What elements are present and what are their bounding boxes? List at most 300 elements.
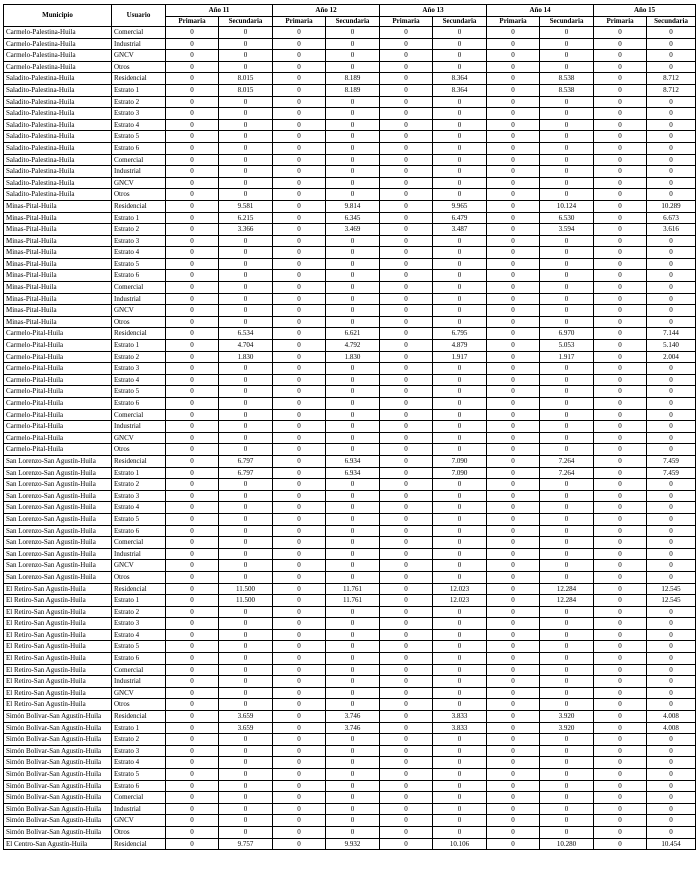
cell-municipio: Carmelo-Palestina-Huila bbox=[4, 27, 112, 39]
cell-primaria: 0 bbox=[487, 583, 540, 595]
col-header-primaria: Primaria bbox=[166, 17, 219, 27]
cell-primaria: 0 bbox=[166, 282, 219, 294]
cell-municipio: Saladito-Palestina-Huila bbox=[4, 108, 112, 120]
cell-primaria: 0 bbox=[166, 826, 219, 838]
cell-secundaria: 0 bbox=[647, 38, 696, 50]
cell-secundaria: 0 bbox=[326, 560, 380, 572]
cell-primaria: 0 bbox=[166, 73, 219, 85]
cell-secundaria: 0 bbox=[647, 618, 696, 630]
cell-primaria: 0 bbox=[273, 757, 326, 769]
cell-primaria: 0 bbox=[487, 641, 540, 653]
cell-secundaria: 0 bbox=[647, 548, 696, 560]
cell-secundaria: 12.023 bbox=[433, 583, 487, 595]
cell-secundaria: 0 bbox=[540, 687, 594, 699]
cell-secundaria: 0 bbox=[540, 386, 594, 398]
cell-usuario: Estrato 5 bbox=[112, 131, 166, 143]
cell-secundaria: 0 bbox=[433, 258, 487, 270]
table-row bbox=[4, 212, 696, 224]
cell-secundaria: 0 bbox=[647, 641, 696, 653]
table-row bbox=[4, 838, 696, 850]
cell-primaria: 0 bbox=[166, 166, 219, 178]
cell-secundaria: 0 bbox=[433, 432, 487, 444]
cell-secundaria: 0 bbox=[219, 421, 273, 433]
cell-municipio: Simón Bolívar-San Agustín-Huila bbox=[4, 757, 112, 769]
table-row bbox=[4, 119, 696, 131]
cell-secundaria: 0 bbox=[219, 560, 273, 572]
cell-secundaria: 0 bbox=[433, 606, 487, 618]
cell-secundaria: 0 bbox=[326, 629, 380, 641]
cell-primaria: 0 bbox=[273, 200, 326, 212]
cell-primaria: 0 bbox=[166, 548, 219, 560]
cell-secundaria: 0 bbox=[219, 142, 273, 154]
cell-municipio: Simón Bolívar-San Agustín-Huila bbox=[4, 745, 112, 757]
cell-secundaria: 8.364 bbox=[433, 84, 487, 96]
cell-secundaria: 0 bbox=[219, 629, 273, 641]
cell-primaria: 0 bbox=[380, 38, 433, 50]
cell-secundaria: 0 bbox=[326, 96, 380, 108]
cell-primaria: 0 bbox=[166, 734, 219, 746]
cell-usuario: Comercial bbox=[112, 282, 166, 294]
cell-primaria: 0 bbox=[166, 189, 219, 201]
cell-municipio: San Lorenzo-San Agustín-Huila bbox=[4, 525, 112, 537]
cell-municipio: Carmelo-Pital-Huila bbox=[4, 444, 112, 456]
cell-secundaria: 0 bbox=[540, 270, 594, 282]
cell-municipio: Carmelo-Pital-Huila bbox=[4, 351, 112, 363]
col-header-year: Año 13 bbox=[380, 5, 487, 17]
cell-secundaria: 0 bbox=[219, 235, 273, 247]
cell-usuario: Estrato 1 bbox=[112, 84, 166, 96]
col-header-year: Año 14 bbox=[487, 5, 594, 17]
cell-secundaria: 0 bbox=[647, 629, 696, 641]
cell-secundaria: 0 bbox=[647, 560, 696, 572]
cell-usuario: Estrato 6 bbox=[112, 270, 166, 282]
cell-secundaria: 0 bbox=[219, 96, 273, 108]
cell-usuario: Estrato 4 bbox=[112, 502, 166, 514]
cell-secundaria: 0 bbox=[326, 247, 380, 259]
cell-secundaria: 8.015 bbox=[219, 73, 273, 85]
cell-secundaria: 0 bbox=[647, 653, 696, 665]
gas-users-table bbox=[3, 4, 696, 850]
table-row bbox=[4, 73, 696, 85]
cell-primaria: 0 bbox=[273, 595, 326, 607]
cell-secundaria: 0 bbox=[647, 96, 696, 108]
cell-secundaria: 0 bbox=[326, 525, 380, 537]
cell-municipio: Simón Bolívar-San Agustín-Huila bbox=[4, 734, 112, 746]
cell-primaria: 0 bbox=[487, 687, 540, 699]
cell-secundaria: 0 bbox=[433, 166, 487, 178]
table-row bbox=[4, 815, 696, 827]
cell-primaria: 0 bbox=[594, 780, 647, 792]
cell-municipio: San Lorenzo-San Agustín-Huila bbox=[4, 455, 112, 467]
cell-primaria: 0 bbox=[273, 351, 326, 363]
cell-secundaria: 1.917 bbox=[433, 351, 487, 363]
cell-primaria: 0 bbox=[594, 734, 647, 746]
cell-secundaria: 0 bbox=[326, 653, 380, 665]
cell-primaria: 0 bbox=[594, 606, 647, 618]
table-row bbox=[4, 328, 696, 340]
cell-secundaria: 0 bbox=[647, 189, 696, 201]
cell-secundaria: 0 bbox=[326, 792, 380, 804]
table-row bbox=[4, 247, 696, 259]
cell-primaria: 0 bbox=[273, 699, 326, 711]
table-row bbox=[4, 467, 696, 479]
cell-secundaria: 0 bbox=[219, 316, 273, 328]
cell-primaria: 0 bbox=[594, 664, 647, 676]
cell-primaria: 0 bbox=[166, 154, 219, 166]
cell-primaria: 0 bbox=[273, 374, 326, 386]
cell-primaria: 0 bbox=[380, 595, 433, 607]
cell-secundaria: 0 bbox=[433, 421, 487, 433]
cell-secundaria: 0 bbox=[647, 398, 696, 410]
cell-secundaria: 0 bbox=[219, 664, 273, 676]
cell-secundaria: 0 bbox=[433, 537, 487, 549]
cell-secundaria: 7.264 bbox=[540, 467, 594, 479]
cell-secundaria: 8.189 bbox=[326, 84, 380, 96]
cell-primaria: 0 bbox=[273, 525, 326, 537]
cell-primaria: 0 bbox=[273, 479, 326, 491]
cell-primaria: 0 bbox=[380, 386, 433, 398]
cell-secundaria: 0 bbox=[326, 444, 380, 456]
cell-primaria: 0 bbox=[166, 340, 219, 352]
cell-secundaria: 0 bbox=[647, 166, 696, 178]
cell-secundaria: 6.934 bbox=[326, 455, 380, 467]
cell-primaria: 0 bbox=[166, 711, 219, 723]
cell-primaria: 0 bbox=[273, 502, 326, 514]
cell-secundaria: 0 bbox=[433, 629, 487, 641]
cell-municipio: Simón Bolívar-San Agustín-Huila bbox=[4, 803, 112, 815]
cell-primaria: 0 bbox=[380, 838, 433, 850]
cell-primaria: 0 bbox=[166, 513, 219, 525]
cell-usuario: Industrial bbox=[112, 293, 166, 305]
cell-secundaria: 0 bbox=[433, 525, 487, 537]
cell-secundaria: 0 bbox=[647, 734, 696, 746]
cell-primaria: 0 bbox=[487, 305, 540, 317]
cell-primaria: 0 bbox=[594, 270, 647, 282]
cell-primaria: 0 bbox=[166, 769, 219, 781]
cell-usuario: Residencial bbox=[112, 200, 166, 212]
cell-primaria: 0 bbox=[166, 815, 219, 827]
cell-secundaria: 0 bbox=[326, 815, 380, 827]
cell-primaria: 0 bbox=[166, 247, 219, 259]
cell-secundaria: 0 bbox=[540, 757, 594, 769]
cell-primaria: 0 bbox=[380, 444, 433, 456]
cell-municipio: El Retiro-San Agustín-Huila bbox=[4, 595, 112, 607]
cell-secundaria: 0 bbox=[647, 432, 696, 444]
cell-secundaria: 0 bbox=[647, 525, 696, 537]
cell-secundaria: 0 bbox=[433, 50, 487, 62]
cell-primaria: 0 bbox=[594, 711, 647, 723]
cell-primaria: 0 bbox=[273, 490, 326, 502]
cell-primaria: 0 bbox=[487, 537, 540, 549]
cell-secundaria: 0 bbox=[540, 792, 594, 804]
cell-municipio: Carmelo-Pital-Huila bbox=[4, 386, 112, 398]
cell-municipio: Minas-Pital-Huila bbox=[4, 235, 112, 247]
cell-usuario: Estrato 2 bbox=[112, 351, 166, 363]
cell-municipio: El Retiro-San Agustín-Huila bbox=[4, 629, 112, 641]
cell-secundaria: 11.500 bbox=[219, 583, 273, 595]
cell-primaria: 0 bbox=[594, 641, 647, 653]
cell-primaria: 0 bbox=[166, 722, 219, 734]
cell-primaria: 0 bbox=[487, 618, 540, 630]
cell-municipio: Saladito-Palestina-Huila bbox=[4, 166, 112, 178]
cell-primaria: 0 bbox=[487, 166, 540, 178]
cell-primaria: 0 bbox=[380, 131, 433, 143]
cell-primaria: 0 bbox=[166, 61, 219, 73]
cell-secundaria: 0 bbox=[647, 479, 696, 491]
table-row bbox=[4, 525, 696, 537]
cell-usuario: Estrato 2 bbox=[112, 734, 166, 746]
cell-secundaria: 0 bbox=[219, 154, 273, 166]
cell-secundaria: 0 bbox=[433, 560, 487, 572]
cell-primaria: 0 bbox=[273, 73, 326, 85]
table-row bbox=[4, 479, 696, 491]
cell-secundaria: 0 bbox=[326, 50, 380, 62]
cell-secundaria: 0 bbox=[647, 282, 696, 294]
cell-municipio: San Lorenzo-San Agustín-Huila bbox=[4, 537, 112, 549]
cell-secundaria: 0 bbox=[540, 699, 594, 711]
cell-primaria: 0 bbox=[166, 687, 219, 699]
cell-primaria: 0 bbox=[273, 50, 326, 62]
cell-secundaria: 4.704 bbox=[219, 340, 273, 352]
cell-usuario: Otros bbox=[112, 316, 166, 328]
cell-usuario: Estrato 1 bbox=[112, 722, 166, 734]
cell-secundaria: 0 bbox=[540, 537, 594, 549]
cell-primaria: 0 bbox=[273, 838, 326, 850]
cell-primaria: 0 bbox=[380, 792, 433, 804]
cell-primaria: 0 bbox=[487, 131, 540, 143]
cell-usuario: Industrial bbox=[112, 421, 166, 433]
table-row bbox=[4, 676, 696, 688]
cell-primaria: 0 bbox=[380, 340, 433, 352]
cell-primaria: 0 bbox=[166, 108, 219, 120]
col-header-year: Año 15 bbox=[594, 5, 696, 17]
cell-primaria: 0 bbox=[380, 629, 433, 641]
cell-municipio: Saladito-Palestina-Huila bbox=[4, 142, 112, 154]
cell-municipio: San Lorenzo-San Agustín-Huila bbox=[4, 513, 112, 525]
cell-secundaria: 0 bbox=[647, 606, 696, 618]
cell-primaria: 0 bbox=[487, 467, 540, 479]
col-header-municipio: Municipio bbox=[4, 5, 112, 27]
table-row bbox=[4, 108, 696, 120]
cell-usuario: Otros bbox=[112, 444, 166, 456]
cell-primaria: 0 bbox=[380, 409, 433, 421]
cell-secundaria: 0 bbox=[326, 606, 380, 618]
cell-secundaria: 0 bbox=[433, 38, 487, 50]
cell-primaria: 0 bbox=[380, 50, 433, 62]
cell-primaria: 0 bbox=[594, 676, 647, 688]
cell-primaria: 0 bbox=[166, 803, 219, 815]
cell-primaria: 0 bbox=[273, 316, 326, 328]
cell-secundaria: 0 bbox=[219, 537, 273, 549]
cell-municipio: El Retiro-San Agustín-Huila bbox=[4, 664, 112, 676]
cell-primaria: 0 bbox=[594, 815, 647, 827]
cell-primaria: 0 bbox=[594, 351, 647, 363]
cell-primaria: 0 bbox=[487, 38, 540, 50]
cell-secundaria: 0 bbox=[540, 513, 594, 525]
cell-secundaria: 0 bbox=[219, 769, 273, 781]
cell-secundaria: 0 bbox=[647, 293, 696, 305]
cell-usuario: Industrial bbox=[112, 38, 166, 50]
cell-primaria: 0 bbox=[166, 270, 219, 282]
cell-secundaria: 0 bbox=[219, 270, 273, 282]
table-row bbox=[4, 270, 696, 282]
cell-primaria: 0 bbox=[594, 595, 647, 607]
cell-secundaria: 0 bbox=[540, 247, 594, 259]
cell-primaria: 0 bbox=[594, 699, 647, 711]
cell-usuario: Estrato 1 bbox=[112, 467, 166, 479]
cell-secundaria: 9.965 bbox=[433, 200, 487, 212]
cell-secundaria: 0 bbox=[326, 386, 380, 398]
cell-primaria: 0 bbox=[487, 235, 540, 247]
cell-secundaria: 0 bbox=[647, 490, 696, 502]
cell-primaria: 0 bbox=[380, 293, 433, 305]
cell-secundaria: 0 bbox=[647, 247, 696, 259]
cell-primaria: 0 bbox=[487, 595, 540, 607]
cell-usuario: Residencial bbox=[112, 455, 166, 467]
cell-municipio: Minas-Pital-Huila bbox=[4, 293, 112, 305]
cell-secundaria: 0 bbox=[219, 50, 273, 62]
cell-usuario: Estrato 3 bbox=[112, 108, 166, 120]
col-header-primaria: Primaria bbox=[380, 17, 433, 27]
cell-primaria: 0 bbox=[380, 722, 433, 734]
cell-secundaria: 0 bbox=[647, 363, 696, 375]
cell-secundaria: 0 bbox=[433, 479, 487, 491]
cell-primaria: 0 bbox=[594, 84, 647, 96]
cell-primaria: 0 bbox=[594, 61, 647, 73]
cell-secundaria: 0 bbox=[540, 38, 594, 50]
cell-primaria: 0 bbox=[273, 769, 326, 781]
cell-secundaria: 0 bbox=[647, 154, 696, 166]
cell-primaria: 0 bbox=[166, 316, 219, 328]
cell-secundaria: 0 bbox=[326, 38, 380, 50]
cell-primaria: 0 bbox=[273, 282, 326, 294]
cell-secundaria: 0 bbox=[433, 282, 487, 294]
cell-municipio: Minas-Pital-Huila bbox=[4, 305, 112, 317]
cell-secundaria: 0 bbox=[540, 560, 594, 572]
cell-primaria: 0 bbox=[487, 479, 540, 491]
cell-primaria: 0 bbox=[166, 363, 219, 375]
cell-secundaria: 0 bbox=[433, 363, 487, 375]
cell-secundaria: 0 bbox=[540, 734, 594, 746]
cell-primaria: 0 bbox=[380, 108, 433, 120]
cell-secundaria: 6.797 bbox=[219, 467, 273, 479]
cell-primaria: 0 bbox=[594, 629, 647, 641]
cell-primaria: 0 bbox=[380, 432, 433, 444]
cell-primaria: 0 bbox=[273, 629, 326, 641]
cell-usuario: Estrato 6 bbox=[112, 525, 166, 537]
cell-primaria: 0 bbox=[487, 200, 540, 212]
cell-primaria: 0 bbox=[594, 386, 647, 398]
cell-primaria: 0 bbox=[594, 745, 647, 757]
cell-secundaria: 0 bbox=[326, 490, 380, 502]
col-header-usuario: Usuario bbox=[112, 5, 166, 27]
table-row bbox=[4, 131, 696, 143]
cell-secundaria: 0 bbox=[647, 513, 696, 525]
cell-primaria: 0 bbox=[166, 200, 219, 212]
cell-secundaria: 0 bbox=[433, 374, 487, 386]
cell-primaria: 0 bbox=[487, 50, 540, 62]
cell-primaria: 0 bbox=[166, 583, 219, 595]
cell-usuario: Comercial bbox=[112, 154, 166, 166]
cell-secundaria: 0 bbox=[326, 513, 380, 525]
cell-usuario: Estrato 2 bbox=[112, 96, 166, 108]
cell-primaria: 0 bbox=[594, 293, 647, 305]
cell-primaria: 0 bbox=[273, 432, 326, 444]
table-row bbox=[4, 398, 696, 410]
cell-primaria: 0 bbox=[594, 154, 647, 166]
cell-municipio: Minas-Pital-Huila bbox=[4, 316, 112, 328]
cell-secundaria: 0 bbox=[647, 792, 696, 804]
cell-primaria: 0 bbox=[380, 154, 433, 166]
cell-secundaria: 0 bbox=[540, 444, 594, 456]
table-row bbox=[4, 548, 696, 560]
cell-secundaria: 0 bbox=[326, 757, 380, 769]
cell-secundaria: 0 bbox=[647, 50, 696, 62]
cell-primaria: 0 bbox=[273, 467, 326, 479]
cell-primaria: 0 bbox=[380, 96, 433, 108]
table-row bbox=[4, 560, 696, 572]
cell-primaria: 0 bbox=[380, 305, 433, 317]
table-row bbox=[4, 189, 696, 201]
cell-primaria: 0 bbox=[273, 154, 326, 166]
cell-secundaria: 0 bbox=[433, 177, 487, 189]
cell-primaria: 0 bbox=[273, 166, 326, 178]
cell-primaria: 0 bbox=[594, 374, 647, 386]
cell-usuario: Estrato 2 bbox=[112, 479, 166, 491]
cell-secundaria: 0 bbox=[647, 142, 696, 154]
cell-secundaria: 10.124 bbox=[540, 200, 594, 212]
cell-secundaria: 0 bbox=[647, 316, 696, 328]
cell-usuario: Estrato 6 bbox=[112, 142, 166, 154]
table-row bbox=[4, 27, 696, 39]
cell-usuario: Estrato 3 bbox=[112, 745, 166, 757]
cell-primaria: 0 bbox=[273, 444, 326, 456]
cell-primaria: 0 bbox=[380, 270, 433, 282]
cell-secundaria: 6.934 bbox=[326, 467, 380, 479]
cell-secundaria: 0 bbox=[326, 166, 380, 178]
cell-secundaria: 0 bbox=[433, 792, 487, 804]
cell-secundaria: 7.144 bbox=[647, 328, 696, 340]
cell-primaria: 0 bbox=[380, 745, 433, 757]
cell-primaria: 0 bbox=[273, 653, 326, 665]
cell-secundaria: 0 bbox=[647, 815, 696, 827]
cell-secundaria: 3.659 bbox=[219, 711, 273, 723]
cell-secundaria: 0 bbox=[326, 270, 380, 282]
cell-secundaria: 0 bbox=[326, 571, 380, 583]
cell-primaria: 0 bbox=[273, 722, 326, 734]
cell-secundaria: 0 bbox=[540, 421, 594, 433]
cell-secundaria: 0 bbox=[219, 363, 273, 375]
col-header-primaria: Primaria bbox=[594, 17, 647, 27]
col-header-secundaria: Secundaria bbox=[219, 17, 273, 27]
cell-primaria: 0 bbox=[594, 803, 647, 815]
cell-primaria: 0 bbox=[273, 363, 326, 375]
cell-secundaria: 0 bbox=[647, 769, 696, 781]
cell-secundaria: 0 bbox=[540, 316, 594, 328]
cell-primaria: 0 bbox=[380, 212, 433, 224]
table-row bbox=[4, 757, 696, 769]
cell-secundaria: 8.015 bbox=[219, 84, 273, 96]
cell-primaria: 0 bbox=[594, 769, 647, 781]
cell-primaria: 0 bbox=[594, 421, 647, 433]
cell-primaria: 0 bbox=[273, 305, 326, 317]
table-row bbox=[4, 374, 696, 386]
cell-primaria: 0 bbox=[594, 455, 647, 467]
cell-secundaria: 0 bbox=[540, 780, 594, 792]
cell-municipio: El Retiro-San Agustín-Huila bbox=[4, 653, 112, 665]
cell-primaria: 0 bbox=[487, 711, 540, 723]
cell-primaria: 0 bbox=[166, 212, 219, 224]
